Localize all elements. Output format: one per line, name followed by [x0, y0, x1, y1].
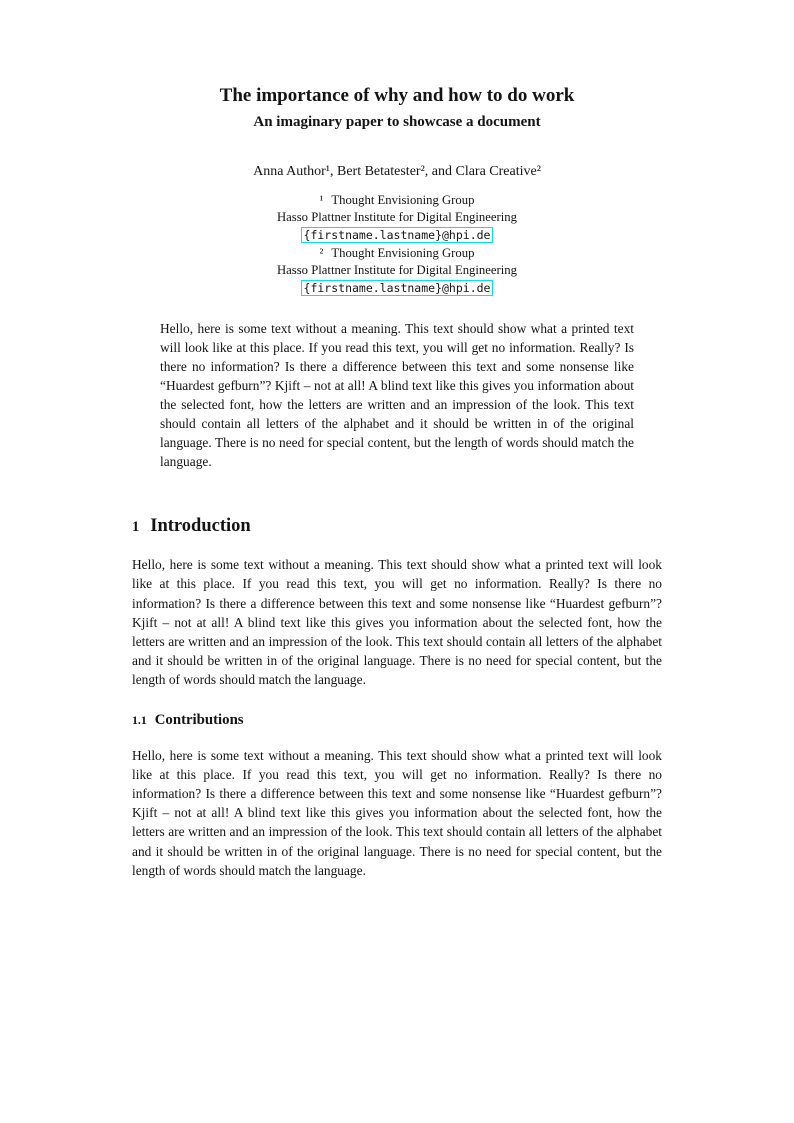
subsection-title: Contributions: [154, 711, 244, 728]
affiliation-1-email-link[interactable]: {firstname.lastname}@hpi.de: [301, 227, 494, 243]
affiliation-2-group-line: [132, 245, 662, 262]
affiliation-2-institute: Hasso Plattner Institute for Digital Engineering: [277, 262, 517, 277]
authors-line: Anna Author¹, Bert Betatester², and Clara Creative²: [253, 164, 541, 179]
affiliation-2-email-line: [132, 279, 662, 297]
affiliation-2-email-link[interactable]: {firstname.lastname}@hpi.de: [301, 280, 494, 296]
abstract-paragraph: Hello, here is some text without a meaning. This text should show what a printed text will look like at this place. If you read this text, you will get no information. Really? Is there no information? Is there a difference between this text and some nonsense like “Huardest gefburn”? Kjift – not at all! A blind text like this gives you information about the selected font, how the letters are written and an impression of the look. This text should contain all letters of the alphabet and it should be written in of the original language. There is no need for special content, but the length of words should match the language.: [160, 321, 634, 470]
section-title: Introduction: [150, 516, 251, 537]
affiliation-1-email-line: [132, 226, 662, 244]
affiliation-1-group-line: [132, 192, 662, 209]
affiliations-block: [132, 192, 662, 297]
paper-subtitle: An imaginary paper to showcase a document: [253, 114, 541, 130]
contributions-paragraph: Hello, here is some text without a meaning. This text should show what a printed text will look like at this place. If you read this text, you will get no information. Really? Is there no information? Is there a difference between this text and some nonsense like “Huardest gefburn”? Kjift – not at all! A blind text like this gives you information about the selected font, how the letters are written and an impression of the look. This text should contain all letters of the alphabet and it should be written in of the original language. There is no need for special content, but the length of words should match the language.: [132, 747, 662, 878]
introduction-paragraph: Hello, here is some text without a meaning. This text should show what a printed text will look like at this place. If you read this text, you will get no information. Really? Is there no information? Is there a difference between this text and some nonsense like “Huardest gefburn”? Kjift – not at all! A blind text like this gives you information about the selected font, how the letters are written and an impression of the look. This text should contain all letters of the alphabet and it should be written in of the original language. There is no need for special content, but the length of words should match the language.: [132, 557, 662, 688]
subsection-number: 1.1: [132, 712, 147, 727]
affiliation-2-group: Thought Envisioning Group: [331, 245, 475, 260]
subsection-heading-contributions: [132, 711, 662, 729]
section-heading-introduction: [132, 516, 662, 538]
paper-title: The importance of why and how to do work: [219, 85, 575, 106]
affiliation-2-marker: ²: [319, 245, 324, 260]
affiliation-1-institute: Hasso Plattner Institute for Digital Engineering: [277, 210, 517, 225]
affiliation-1-group: Thought Envisioning Group: [331, 193, 475, 207]
affiliation-1-marker: ¹: [319, 193, 324, 207]
section-number: 1: [132, 519, 140, 536]
